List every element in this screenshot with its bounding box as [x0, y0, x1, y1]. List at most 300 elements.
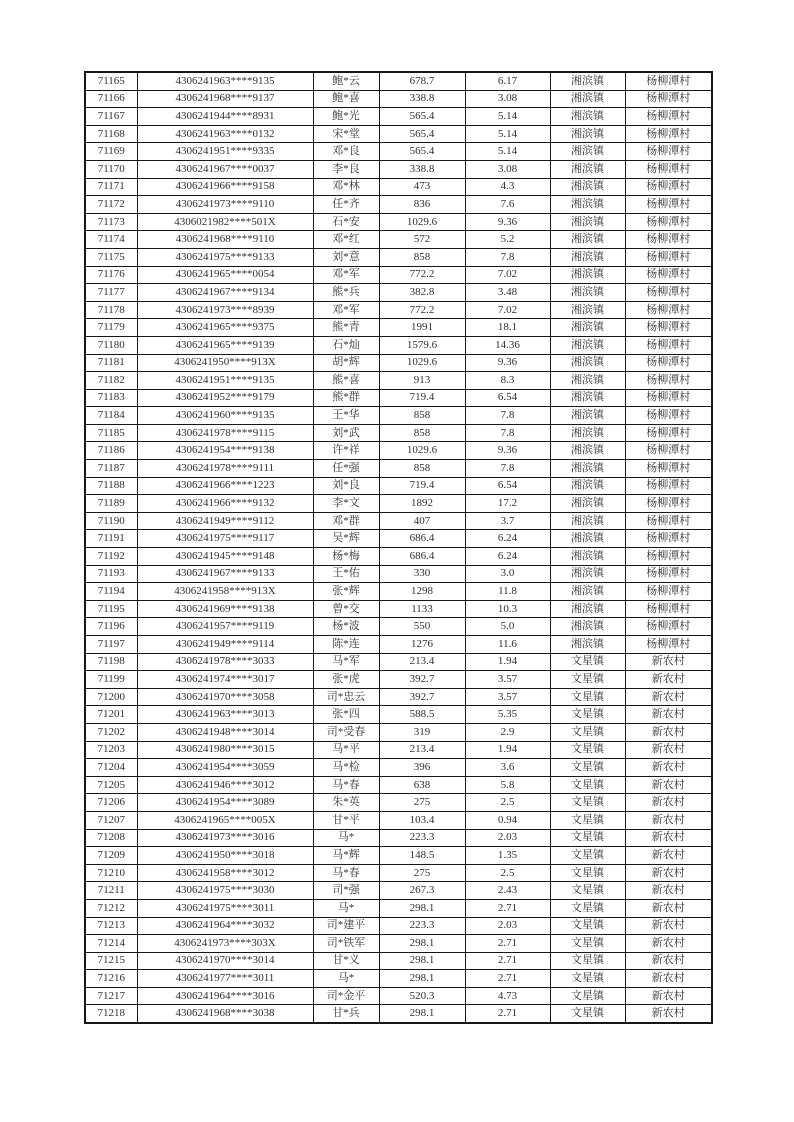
cell-id_masked: 4306241980****3015: [137, 741, 313, 759]
cell-amount: 719.4: [379, 477, 465, 495]
cell-village: 杨柳潭村: [625, 565, 712, 583]
cell-amount: 772.2: [379, 301, 465, 319]
cell-id_masked: 4306241963****0132: [137, 125, 313, 143]
cell-village: 杨柳潭村: [625, 636, 712, 654]
cell-seq: 71166: [85, 90, 137, 108]
cell-town: 湘滨镇: [550, 319, 625, 337]
table-row: [85, 829, 712, 847]
cell-rate: 3.57: [465, 688, 550, 706]
cell-amount: 678.7: [379, 72, 465, 90]
table-row: [85, 776, 712, 794]
cell-village: 杨柳潭村: [625, 354, 712, 372]
cell-amount: 275: [379, 864, 465, 882]
cell-seq: 71173: [85, 213, 137, 231]
table-row: [85, 847, 712, 865]
cell-town: 湘滨镇: [550, 565, 625, 583]
cell-amount: 858: [379, 248, 465, 266]
cell-id_masked: 4306241967****9134: [137, 284, 313, 302]
cell-rate: 5.14: [465, 125, 550, 143]
cell-seq: 71176: [85, 266, 137, 284]
cell-id_masked: 4306241957****9119: [137, 618, 313, 636]
cell-seq: 71202: [85, 723, 137, 741]
cell-seq: 71205: [85, 776, 137, 794]
cell-name: 张*虎: [313, 671, 379, 689]
cell-town: 湘滨镇: [550, 178, 625, 196]
cell-seq: 71169: [85, 143, 137, 161]
cell-town: 湘滨镇: [550, 424, 625, 442]
cell-seq: 71203: [85, 741, 137, 759]
cell-id_masked: 4306241963****3013: [137, 706, 313, 724]
cell-amount: 213.4: [379, 653, 465, 671]
cell-amount: 565.4: [379, 125, 465, 143]
cell-seq: 71215: [85, 952, 137, 970]
cell-seq: 71185: [85, 424, 137, 442]
cell-town: 文星镇: [550, 864, 625, 882]
cell-id_masked: 4306241958****3012: [137, 864, 313, 882]
cell-rate: 6.54: [465, 389, 550, 407]
cell-seq: 71209: [85, 847, 137, 865]
cell-name: 李*良: [313, 160, 379, 178]
cell-seq: 71204: [85, 759, 137, 777]
cell-amount: 319: [379, 723, 465, 741]
cell-village: 新农村: [625, 882, 712, 900]
cell-town: 湘滨镇: [550, 530, 625, 548]
cell-amount: 298.1: [379, 970, 465, 988]
cell-village: 杨柳潭村: [625, 618, 712, 636]
cell-name: 吴*辉: [313, 530, 379, 548]
table-row: [85, 1005, 712, 1023]
cell-seq: 71168: [85, 125, 137, 143]
cell-town: 文星镇: [550, 987, 625, 1005]
cell-id_masked: 4306241966****9132: [137, 495, 313, 513]
cell-town: 文星镇: [550, 829, 625, 847]
cell-name: 张*辉: [313, 583, 379, 601]
cell-rate: 1.94: [465, 741, 550, 759]
table-row: [85, 301, 712, 319]
table-row: [85, 213, 712, 231]
cell-id_masked: 4306241966****9158: [137, 178, 313, 196]
cell-id_masked: 4306241964****3016: [137, 987, 313, 1005]
cell-amount: 719.4: [379, 389, 465, 407]
cell-name: 马*春: [313, 776, 379, 794]
cell-town: 湘滨镇: [550, 160, 625, 178]
cell-seq: 71210: [85, 864, 137, 882]
cell-rate: 6.24: [465, 530, 550, 548]
cell-name: 甘*义: [313, 952, 379, 970]
cell-town: 湘滨镇: [550, 477, 625, 495]
cell-seq: 71212: [85, 899, 137, 917]
cell-seq: 71218: [85, 1005, 137, 1023]
cell-rate: 7.8: [465, 407, 550, 425]
cell-town: 湘滨镇: [550, 336, 625, 354]
cell-amount: 858: [379, 424, 465, 442]
cell-id_masked: 4306241965****0054: [137, 266, 313, 284]
cell-village: 新农村: [625, 917, 712, 935]
cell-id_masked: 4306241977****3011: [137, 970, 313, 988]
cell-village: 新农村: [625, 653, 712, 671]
cell-town: 湘滨镇: [550, 248, 625, 266]
cell-village: 新农村: [625, 794, 712, 812]
cell-town: 湘滨镇: [550, 108, 625, 126]
cell-town: 文星镇: [550, 970, 625, 988]
cell-amount: 565.4: [379, 108, 465, 126]
cell-village: 杨柳潭村: [625, 389, 712, 407]
cell-village: 杨柳潭村: [625, 160, 712, 178]
cell-village: 杨柳潭村: [625, 284, 712, 302]
table-row: [85, 512, 712, 530]
cell-id_masked: 4306241975****9117: [137, 530, 313, 548]
cell-seq: 71188: [85, 477, 137, 495]
cell-name: 马*辉: [313, 847, 379, 865]
cell-village: 杨柳潭村: [625, 90, 712, 108]
cell-id_masked: 4306241948****3014: [137, 723, 313, 741]
cell-id_masked: 4306241946****3012: [137, 776, 313, 794]
cell-id_masked: 4306241969****9138: [137, 600, 313, 618]
cell-rate: 1.94: [465, 653, 550, 671]
cell-seq: 71167: [85, 108, 137, 126]
cell-rate: 11.6: [465, 636, 550, 654]
table-row: [85, 424, 712, 442]
cell-id_masked: 4306241949****9112: [137, 512, 313, 530]
cell-town: 湘滨镇: [550, 512, 625, 530]
cell-seq: 71186: [85, 442, 137, 460]
cell-village: 杨柳潭村: [625, 460, 712, 478]
cell-rate: 17.2: [465, 495, 550, 513]
cell-amount: 223.3: [379, 917, 465, 935]
cell-id_masked: 4306241965****9375: [137, 319, 313, 337]
cell-name: 王*华: [313, 407, 379, 425]
cell-amount: 1276: [379, 636, 465, 654]
cell-rate: 3.08: [465, 160, 550, 178]
cell-amount: 407: [379, 512, 465, 530]
cell-seq: 71198: [85, 653, 137, 671]
cell-name: 石*灿: [313, 336, 379, 354]
cell-id_masked: 4306241968****3038: [137, 1005, 313, 1023]
cell-rate: 2.43: [465, 882, 550, 900]
cell-rate: 2.9: [465, 723, 550, 741]
table-row: [85, 248, 712, 266]
cell-name: 熊*兵: [313, 284, 379, 302]
cell-town: 湘滨镇: [550, 301, 625, 319]
cell-name: 邓*林: [313, 178, 379, 196]
cell-village: 杨柳潭村: [625, 248, 712, 266]
cell-amount: 1029.6: [379, 213, 465, 231]
cell-name: 任*齐: [313, 196, 379, 214]
table-row: [85, 688, 712, 706]
cell-amount: 772.2: [379, 266, 465, 284]
table-row: [85, 952, 712, 970]
cell-id_masked: 4306241967****9133: [137, 565, 313, 583]
cell-village: 新农村: [625, 829, 712, 847]
cell-name: 邓*群: [313, 512, 379, 530]
cell-town: 文星镇: [550, 899, 625, 917]
cell-seq: 71189: [85, 495, 137, 513]
cell-seq: 71177: [85, 284, 137, 302]
cell-amount: 382.8: [379, 284, 465, 302]
cell-amount: 298.1: [379, 1005, 465, 1023]
cell-id_masked: 4306241966****1223: [137, 477, 313, 495]
cell-town: 文星镇: [550, 952, 625, 970]
cell-village: 杨柳潭村: [625, 424, 712, 442]
cell-village: 杨柳潭村: [625, 512, 712, 530]
cell-village: 新农村: [625, 935, 712, 953]
cell-id_masked: 4306241973****9110: [137, 196, 313, 214]
cell-village: 新农村: [625, 952, 712, 970]
cell-name: 甘*兵: [313, 1005, 379, 1023]
cell-seq: 71182: [85, 372, 137, 390]
cell-amount: 392.7: [379, 671, 465, 689]
cell-amount: 396: [379, 759, 465, 777]
cell-town: 湘滨镇: [550, 143, 625, 161]
cell-amount: 338.8: [379, 160, 465, 178]
table-row: [85, 143, 712, 161]
cell-name: 刘*武: [313, 424, 379, 442]
cell-village: 杨柳潭村: [625, 407, 712, 425]
cell-rate: 5.14: [465, 143, 550, 161]
cell-seq: 71217: [85, 987, 137, 1005]
cell-seq: 71165: [85, 72, 137, 90]
cell-rate: 4.3: [465, 178, 550, 196]
table-row: [85, 917, 712, 935]
table-row: [85, 706, 712, 724]
cell-village: 新农村: [625, 864, 712, 882]
table-row: [85, 987, 712, 1005]
cell-town: 湘滨镇: [550, 548, 625, 566]
cell-seq: 71191: [85, 530, 137, 548]
cell-name: 任*强: [313, 460, 379, 478]
cell-village: 杨柳潭村: [625, 600, 712, 618]
cell-rate: 6.54: [465, 477, 550, 495]
cell-rate: 5.35: [465, 706, 550, 724]
cell-seq: 71201: [85, 706, 137, 724]
cell-village: 新农村: [625, 776, 712, 794]
cell-rate: 2.03: [465, 829, 550, 847]
cell-seq: 71211: [85, 882, 137, 900]
table-row: [85, 970, 712, 988]
cell-village: 新农村: [625, 706, 712, 724]
cell-name: 邓*良: [313, 143, 379, 161]
cell-rate: 7.8: [465, 248, 550, 266]
table-row: [85, 477, 712, 495]
cell-name: 鲍*云: [313, 72, 379, 90]
cell-amount: 298.1: [379, 899, 465, 917]
cell-seq: 71175: [85, 248, 137, 266]
cell-village: 杨柳潭村: [625, 583, 712, 601]
table-row: [85, 125, 712, 143]
cell-seq: 71195: [85, 600, 137, 618]
cell-seq: 71170: [85, 160, 137, 178]
cell-amount: 330: [379, 565, 465, 583]
cell-id_masked: 4306241949****9114: [137, 636, 313, 654]
cell-rate: 7.02: [465, 301, 550, 319]
cell-name: 司*铁军: [313, 935, 379, 953]
cell-village: 新农村: [625, 688, 712, 706]
cell-id_masked: 4306241970****3058: [137, 688, 313, 706]
cell-id_masked: 4306241950****3018: [137, 847, 313, 865]
cell-rate: 3.6: [465, 759, 550, 777]
cell-name: 朱*英: [313, 794, 379, 812]
cell-town: 湘滨镇: [550, 266, 625, 284]
cell-id_masked: 4306241952****9179: [137, 389, 313, 407]
cell-name: 邓*红: [313, 231, 379, 249]
table-row: [85, 583, 712, 601]
cell-town: 湘滨镇: [550, 618, 625, 636]
cell-seq: 71172: [85, 196, 137, 214]
cell-town: 文星镇: [550, 1005, 625, 1023]
cell-name: 司*受春: [313, 723, 379, 741]
cell-name: 杨*波: [313, 618, 379, 636]
cell-seq: 71171: [85, 178, 137, 196]
cell-seq: 71183: [85, 389, 137, 407]
table-row: [85, 636, 712, 654]
cell-rate: 2.71: [465, 1005, 550, 1023]
cell-id_masked: 4306241950****913X: [137, 354, 313, 372]
cell-amount: 572: [379, 231, 465, 249]
cell-town: 文星镇: [550, 759, 625, 777]
cell-amount: 858: [379, 407, 465, 425]
cell-id_masked: 4306241965****005X: [137, 811, 313, 829]
table-row: [85, 935, 712, 953]
cell-village: 新农村: [625, 723, 712, 741]
table-row: [85, 460, 712, 478]
cell-id_masked: 4306241954****3089: [137, 794, 313, 812]
cell-seq: 71179: [85, 319, 137, 337]
cell-town: 湘滨镇: [550, 407, 625, 425]
cell-seq: 71178: [85, 301, 137, 319]
cell-town: 湘滨镇: [550, 231, 625, 249]
cell-rate: 7.8: [465, 460, 550, 478]
cell-id_masked: 4306241967****0037: [137, 160, 313, 178]
cell-seq: 71192: [85, 548, 137, 566]
table-row: [85, 864, 712, 882]
cell-id_masked: 4306241963****9135: [137, 72, 313, 90]
cell-rate: 9.36: [465, 354, 550, 372]
cell-name: 陈*连: [313, 636, 379, 654]
cell-amount: 298.1: [379, 952, 465, 970]
cell-town: 湘滨镇: [550, 389, 625, 407]
cell-name: 石*安: [313, 213, 379, 231]
cell-town: 文星镇: [550, 811, 625, 829]
table-row: [85, 160, 712, 178]
cell-town: 湘滨镇: [550, 213, 625, 231]
cell-amount: 223.3: [379, 829, 465, 847]
table-row: [85, 178, 712, 196]
table-row: [85, 600, 712, 618]
table-row: [85, 336, 712, 354]
cell-town: 湘滨镇: [550, 372, 625, 390]
cell-village: 杨柳潭村: [625, 143, 712, 161]
cell-village: 杨柳潭村: [625, 442, 712, 460]
table-row: [85, 108, 712, 126]
cell-village: 新农村: [625, 759, 712, 777]
cell-seq: 71181: [85, 354, 137, 372]
cell-rate: 3.08: [465, 90, 550, 108]
cell-village: 杨柳潭村: [625, 319, 712, 337]
cell-town: 湘滨镇: [550, 636, 625, 654]
cell-rate: 6.17: [465, 72, 550, 90]
cell-amount: 520.3: [379, 987, 465, 1005]
cell-town: 湘滨镇: [550, 460, 625, 478]
cell-name: 司*强: [313, 882, 379, 900]
cell-village: 杨柳潭村: [625, 108, 712, 126]
cell-name: 胡*辉: [313, 354, 379, 372]
cell-rate: 5.2: [465, 231, 550, 249]
cell-name: 邓*军: [313, 301, 379, 319]
table-row: [85, 882, 712, 900]
cell-village: 杨柳潭村: [625, 548, 712, 566]
cell-town: 湘滨镇: [550, 72, 625, 90]
cell-rate: 1.35: [465, 847, 550, 865]
cell-village: 新农村: [625, 811, 712, 829]
cell-name: 王*佑: [313, 565, 379, 583]
cell-village: 杨柳潭村: [625, 72, 712, 90]
cell-name: 张*四: [313, 706, 379, 724]
cell-id_masked: 4306241968****9110: [137, 231, 313, 249]
cell-amount: 565.4: [379, 143, 465, 161]
cell-town: 文星镇: [550, 794, 625, 812]
cell-id_masked: 4306241975****9133: [137, 248, 313, 266]
cell-id_masked: 4306241978****3033: [137, 653, 313, 671]
cell-name: 许*祥: [313, 442, 379, 460]
cell-amount: 588.5: [379, 706, 465, 724]
cell-id_masked: 4306241951****9335: [137, 143, 313, 161]
cell-rate: 2.5: [465, 794, 550, 812]
cell-town: 文星镇: [550, 882, 625, 900]
cell-amount: 836: [379, 196, 465, 214]
cell-amount: 1133: [379, 600, 465, 618]
cell-rate: 0.94: [465, 811, 550, 829]
table-row: [85, 741, 712, 759]
cell-id_masked: 4306241973****303X: [137, 935, 313, 953]
cell-seq: 71196: [85, 618, 137, 636]
table-row: [85, 442, 712, 460]
table-row: [85, 811, 712, 829]
cell-rate: 7.8: [465, 424, 550, 442]
table-row: [85, 671, 712, 689]
cell-rate: 6.24: [465, 548, 550, 566]
cell-rate: 5.14: [465, 108, 550, 126]
table-row: [85, 794, 712, 812]
cell-name: 马*军: [313, 653, 379, 671]
cell-id_masked: 4306241974****3017: [137, 671, 313, 689]
cell-town: 湘滨镇: [550, 284, 625, 302]
cell-amount: 213.4: [379, 741, 465, 759]
cell-id_masked: 4306021982****501X: [137, 213, 313, 231]
table-row: [85, 196, 712, 214]
cell-rate: 18.1: [465, 319, 550, 337]
cell-village: 杨柳潭村: [625, 266, 712, 284]
cell-seq: 71208: [85, 829, 137, 847]
cell-rate: 2.71: [465, 899, 550, 917]
cell-seq: 71213: [85, 917, 137, 935]
cell-rate: 7.02: [465, 266, 550, 284]
cell-seq: 71197: [85, 636, 137, 654]
table-row: [85, 565, 712, 583]
cell-town: 湘滨镇: [550, 90, 625, 108]
cell-town: 文星镇: [550, 706, 625, 724]
cell-village: 新农村: [625, 847, 712, 865]
cell-village: 杨柳潭村: [625, 213, 712, 231]
table-row: [85, 618, 712, 636]
cell-name: 杨*梅: [313, 548, 379, 566]
cell-rate: 2.71: [465, 970, 550, 988]
cell-name: 刘*良: [313, 477, 379, 495]
cell-rate: 2.71: [465, 952, 550, 970]
cell-seq: 71187: [85, 460, 137, 478]
cell-village: 杨柳潭村: [625, 336, 712, 354]
cell-town: 湘滨镇: [550, 442, 625, 460]
cell-village: 新农村: [625, 1005, 712, 1023]
